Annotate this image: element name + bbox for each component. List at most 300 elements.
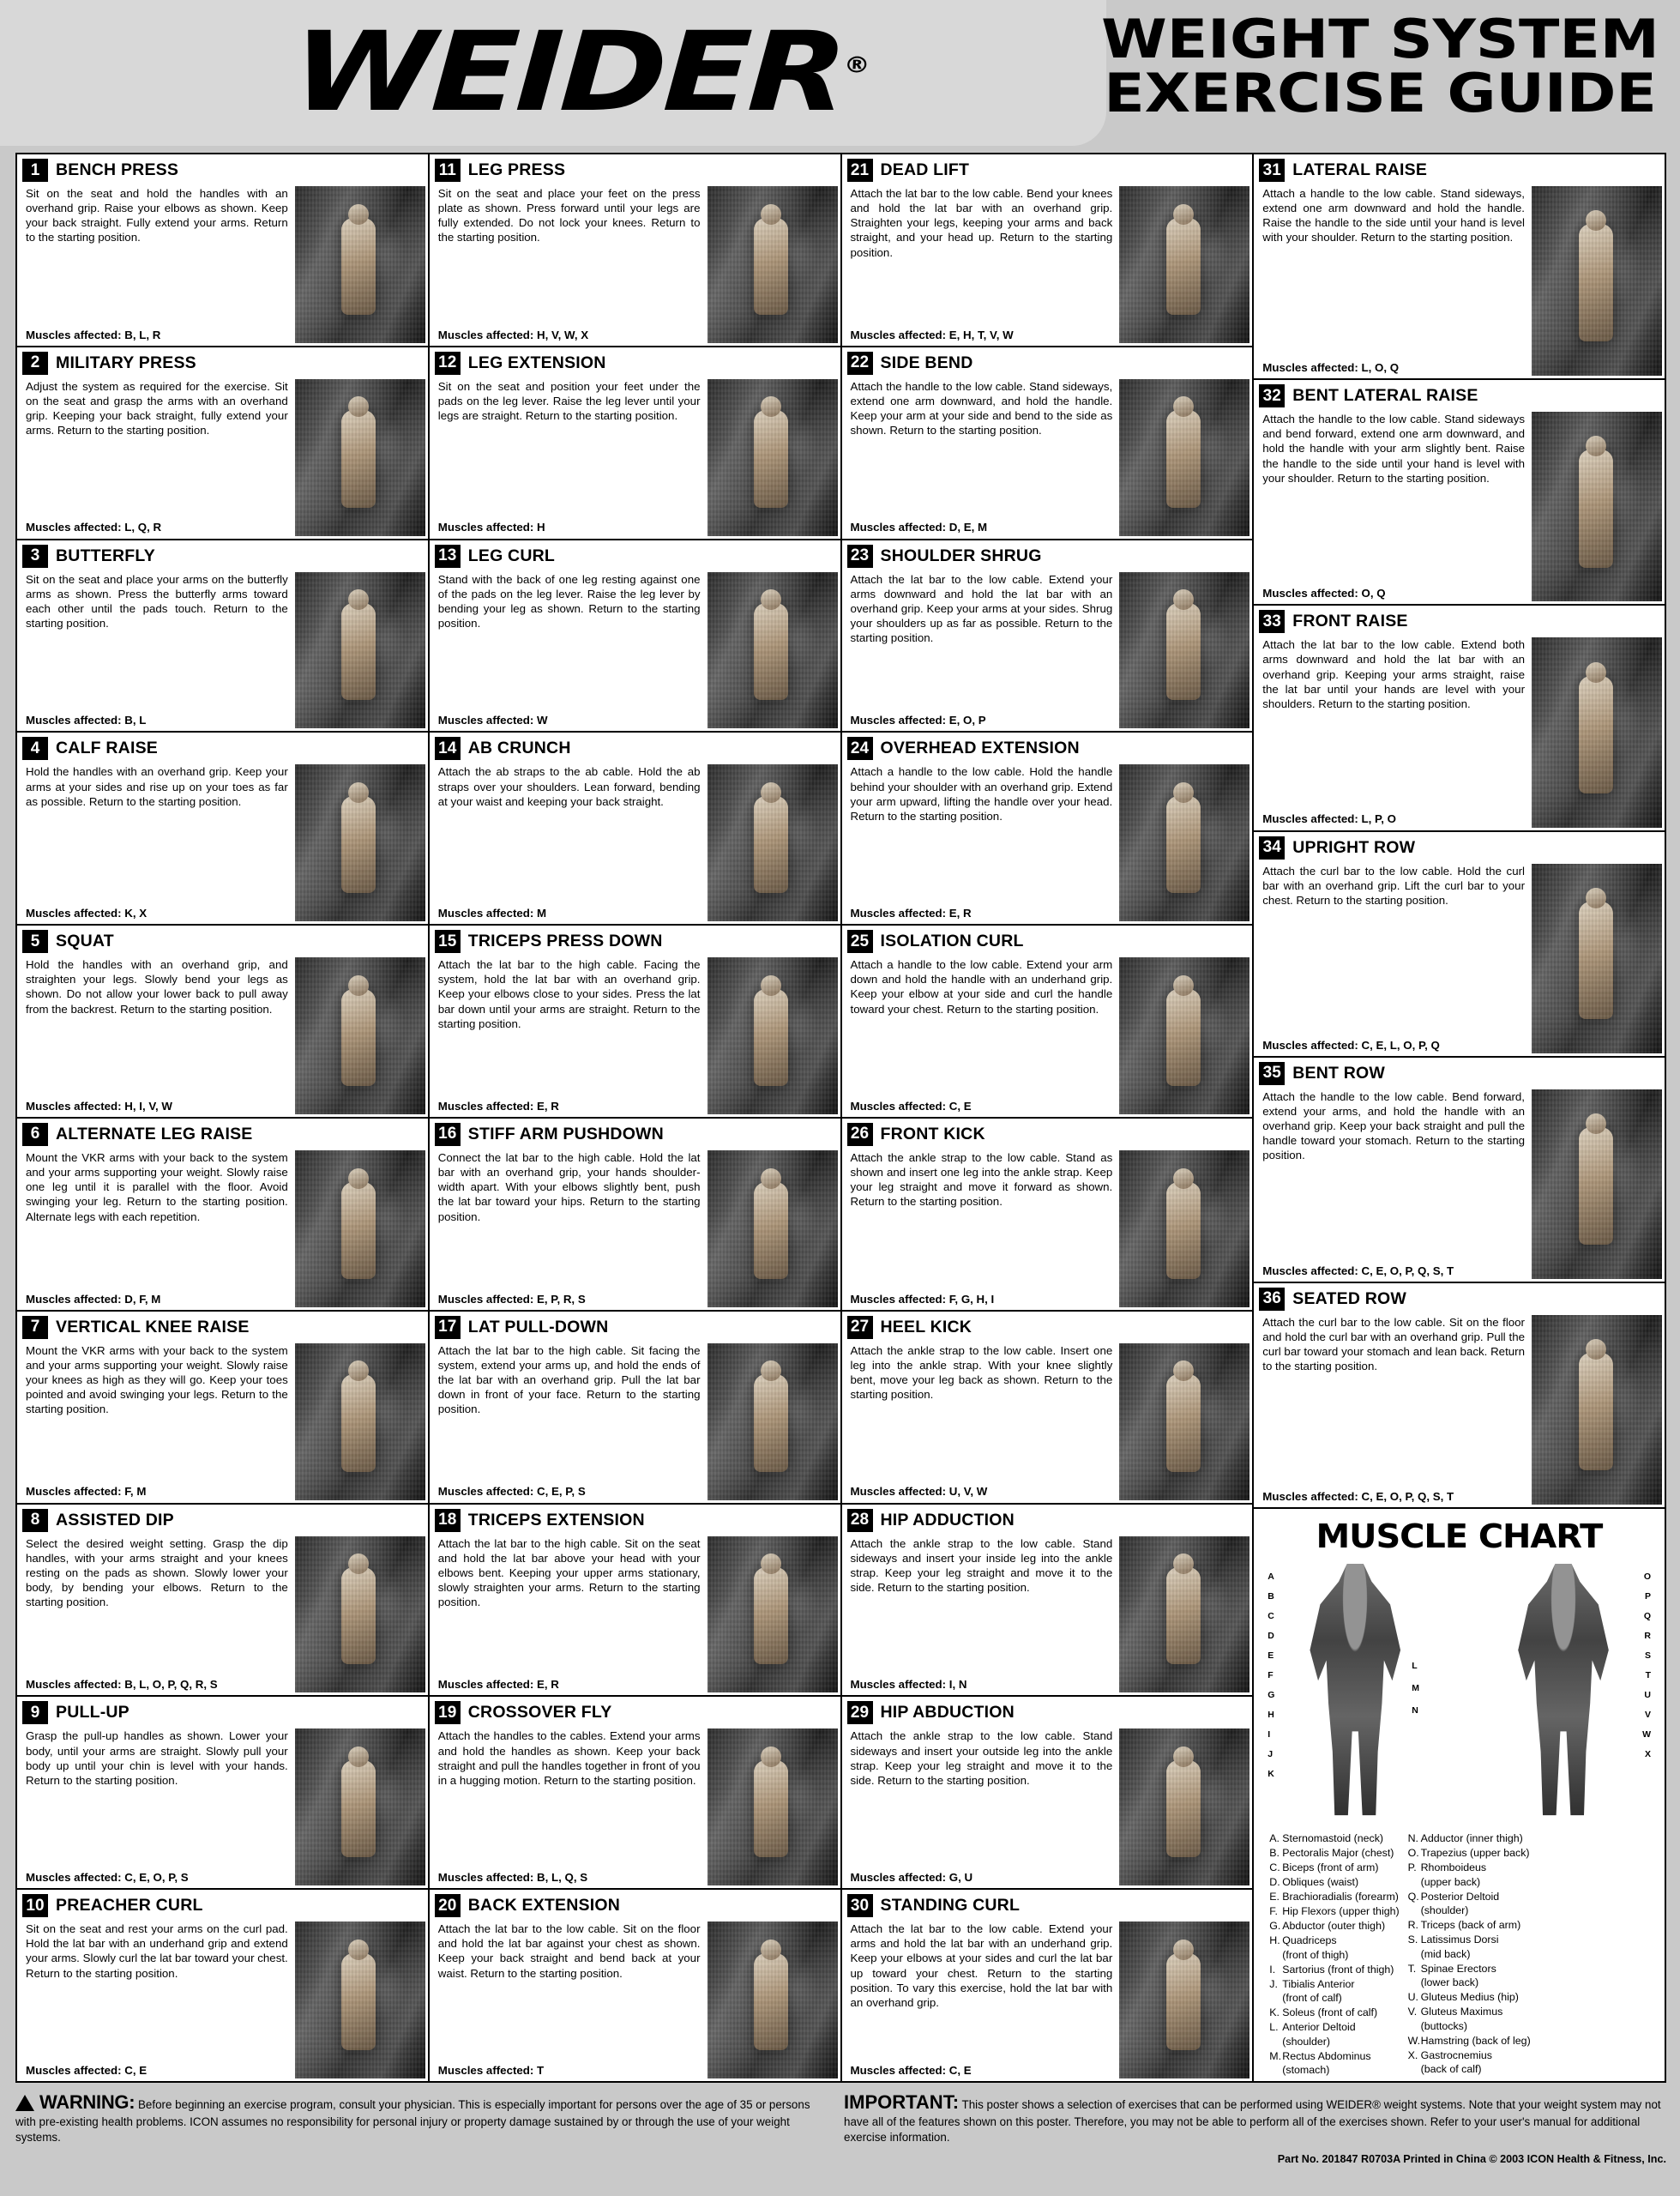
exercise-muscles: Muscles affected: L, Q, R bbox=[26, 521, 162, 534]
exercise-header bbox=[842, 1890, 1253, 1920]
exercise-header bbox=[842, 347, 1253, 377]
exercise-card bbox=[17, 540, 428, 733]
exercise-header bbox=[17, 540, 428, 570]
exercise-body bbox=[430, 1342, 840, 1503]
brand-name: WEIDER bbox=[289, 9, 846, 136]
warning-triangle-icon bbox=[15, 2095, 34, 2111]
exercise-body bbox=[430, 1535, 840, 1696]
muscle-letter-f: F bbox=[1268, 1670, 1274, 1681]
muscle-letters-right bbox=[1642, 1567, 1651, 1765]
athlete-figure-icon bbox=[1579, 1127, 1613, 1245]
exercise-photo bbox=[1532, 1089, 1662, 1279]
exercise-header bbox=[842, 540, 1253, 570]
exercise-header bbox=[842, 154, 1253, 184]
muscle-legend-key: H. bbox=[1269, 1934, 1280, 1947]
muscle-letter-i: I bbox=[1268, 1729, 1271, 1741]
brand-logo bbox=[0, 0, 1106, 146]
exercise-body bbox=[842, 184, 1253, 346]
muscle-legend-subtext: (back of calf) bbox=[1420, 2063, 1482, 2076]
muscle-legend-item bbox=[1269, 1875, 1399, 1890]
exercise-description: Sit on the seat and place your arms on the butterfly arms as shown. Press the butterfly arms toward each other until the pads touch. Return to the starting position. bbox=[26, 572, 288, 630]
athlete-figure-icon bbox=[1166, 989, 1201, 1086]
exercise-number: 10 bbox=[22, 1894, 48, 1917]
exercise-text bbox=[1254, 862, 1532, 1056]
exercise-description: Sit on the seat and position your feet under the pads on the leg lever. Raise the leg lever until your legs are straight. Return to the starting position. bbox=[437, 379, 701, 423]
warning-label: WARNING: bbox=[39, 2091, 135, 2113]
exercise-muscles: Muscles affected: E, R bbox=[437, 1678, 559, 1692]
exercise-title: STANDING CURL bbox=[880, 1896, 1021, 1915]
muscle-legend-item bbox=[1269, 1861, 1399, 1875]
muscle-legend-key: L. bbox=[1269, 2021, 1279, 2034]
exercise-number: 1 bbox=[22, 159, 48, 182]
exercise-muscles: Muscles affected: E, O, P bbox=[850, 714, 986, 727]
exercise-photo bbox=[708, 572, 838, 729]
exercise-description: Attach the ankle strap to the low cable. Stand as shown and insert one leg into the ankle strap. Keep your leg straight and move it forward as shown. Return to the starting position. bbox=[850, 1150, 1113, 1209]
exercise-title: SIDE BEND bbox=[880, 353, 973, 372]
exercise-body bbox=[842, 1535, 1253, 1696]
exercise-card bbox=[1254, 832, 1665, 1058]
athlete-figure-icon bbox=[754, 218, 788, 315]
exercise-number: 34 bbox=[1259, 836, 1285, 860]
exercise-title: BACK EXTENSION bbox=[467, 1896, 620, 1915]
muscle-legend-item bbox=[1408, 2005, 1531, 2033]
exercise-header bbox=[17, 1119, 428, 1149]
exercise-header bbox=[430, 1119, 840, 1149]
exercise-text bbox=[430, 377, 708, 539]
exercise-photo bbox=[1119, 186, 1249, 343]
muscle-letter-w: W bbox=[1642, 1729, 1651, 1741]
exercise-photo bbox=[1119, 957, 1249, 1114]
muscle-legend-text: Spinae Erectors bbox=[1420, 1962, 1496, 1975]
exercise-title: BUTTERFLY bbox=[56, 546, 155, 565]
exercise-body bbox=[17, 184, 428, 346]
athlete-figure-icon bbox=[341, 603, 376, 700]
exercise-title: ALTERNATE LEG RAISE bbox=[56, 1124, 253, 1143]
exercise-body bbox=[17, 1920, 428, 2081]
exercise-description: Attach the handle to the low cable. Stand sideways, extend one arm downward, and hold the handle. Keep your arm at your side and bend to the side as shown. Return to the starting position. bbox=[850, 379, 1113, 437]
exercise-muscles: Muscles affected: C, E, L, O, P, Q bbox=[1262, 1038, 1440, 1052]
warning-block bbox=[15, 2090, 830, 2186]
exercise-number: 16 bbox=[435, 1123, 461, 1146]
exercise-muscles: Muscles affected: D, E, M bbox=[850, 521, 988, 534]
important-text: This poster shows a selection of exercises that can be performed using WEIDER® weight systems. Note that your weight system may not have all of the features shown on this poster. Therefore, you may not be able to perform all of the exercises shown. Refer to your user's manual for additional exercise information. bbox=[844, 2098, 1661, 2145]
exercise-description: Attach the ankle strap to the low cable. Insert one leg into the ankle strap. With your knee slightly bent, move your leg back as shown. Return to the starting position. bbox=[850, 1343, 1113, 1402]
exercise-muscles: Muscles affected: E, P, R, S bbox=[437, 1292, 586, 1306]
muscle-legend-text: Rhomboideus bbox=[1420, 1861, 1487, 1874]
poster-header bbox=[0, 0, 1680, 150]
muscle-legend-text: Hip Flexors (upper thigh) bbox=[1282, 1905, 1400, 1918]
exercise-title: TRICEPS EXTENSION bbox=[467, 1510, 645, 1529]
exercise-muscles: Muscles affected: E, R bbox=[850, 907, 972, 920]
exercise-card bbox=[1254, 1283, 1665, 1509]
exercise-photo bbox=[295, 1343, 425, 1500]
exercise-number: 25 bbox=[847, 930, 873, 953]
exercise-description: Attach the lat bar to the high cable. Sit on the seat and hold the lat bar above your head with your elbows bent. Keeping your upper arms stationary, slowly straighten your arms. Return to the starting position. bbox=[437, 1536, 701, 1609]
exercise-photo bbox=[1119, 1922, 1249, 2078]
muscle-legend-item bbox=[1269, 2006, 1399, 2020]
exercise-card bbox=[430, 926, 840, 1119]
exercise-description: Attach the lat bar to the low cable. Extend your arms and hold the lat bar with an underhand grip. Keep your elbows at your sides and curl the lat bar up toward your chest. Return to the starting position. To vary this exercise, hold the lat bar with an overhand grip. bbox=[850, 1922, 1113, 2009]
muscle-legend-key: U. bbox=[1407, 1991, 1419, 2004]
exercise-body bbox=[842, 1342, 1253, 1503]
exercise-body bbox=[430, 184, 840, 346]
exercise-description: Stand with the back of one leg resting against one of the pads on the leg lever. Raise the leg lever by bending your leg as shown. Return to the starting position. bbox=[437, 572, 701, 630]
muscle-legend-key: Q. bbox=[1407, 1890, 1419, 1903]
exercise-muscles: Muscles affected: B, L, Q, S bbox=[437, 1871, 588, 1885]
exercise-header bbox=[1254, 832, 1665, 862]
exercise-text bbox=[1254, 636, 1532, 830]
exercise-photo bbox=[1532, 864, 1662, 1053]
exercise-photo bbox=[708, 1536, 838, 1693]
muscle-legend-text: Trapezius (upper back) bbox=[1420, 1847, 1530, 1860]
athlete-figure-icon bbox=[1166, 1953, 1201, 2050]
exercise-muscles: Muscles affected: I, N bbox=[850, 1678, 967, 1692]
exercise-sheet bbox=[15, 153, 1666, 2083]
exercise-body bbox=[17, 1149, 428, 1310]
exercise-header bbox=[17, 347, 428, 377]
exercise-header bbox=[1254, 1058, 1665, 1088]
exercise-column-3 bbox=[842, 154, 1255, 2081]
athlete-figure-icon bbox=[341, 410, 376, 507]
exercise-number: 24 bbox=[847, 737, 873, 760]
exercise-card bbox=[17, 154, 428, 347]
exercise-card bbox=[430, 1312, 840, 1505]
exercise-title: BENT LATERAL RAISE bbox=[1292, 386, 1478, 406]
exercise-header bbox=[430, 347, 840, 377]
exercise-card bbox=[842, 926, 1253, 1119]
exercise-description: Grasp the pull-up handles as shown. Lower your body, until your arms are straight. Slowly pull your body up until your chin is level with your hands. Return to the starting position. bbox=[26, 1729, 288, 1787]
exercise-text bbox=[842, 956, 1120, 1117]
exercise-body bbox=[1254, 184, 1665, 378]
exercise-description: Attach the lat bar to the high cable. Sit facing the system, extend your arms up, and hold the ends of the lat bar with an overhand grip. Pull the lat bar down in front of your face. Return to the starting position. bbox=[437, 1343, 701, 1416]
exercise-description: Hold the handles with an overhand grip. Keep your arms at your sides and rise up on your toes as far as possible. Return to the starting position. bbox=[26, 765, 288, 808]
exercise-column-2 bbox=[430, 154, 842, 2081]
exercise-card bbox=[842, 1119, 1253, 1312]
exercise-body bbox=[1254, 410, 1665, 604]
exercise-number: 13 bbox=[435, 545, 461, 568]
exercise-card bbox=[430, 733, 840, 926]
exercise-text bbox=[17, 1920, 295, 2081]
muscle-legend-left bbox=[1269, 1831, 1399, 2078]
exercise-number: 20 bbox=[435, 1894, 461, 1917]
exercise-card bbox=[1254, 380, 1665, 606]
exercise-number: 12 bbox=[435, 352, 461, 375]
athlete-figure-icon bbox=[341, 218, 376, 315]
muscle-legend-text: Triceps (back of arm) bbox=[1420, 1919, 1521, 1932]
exercise-muscles: Muscles affected: C, E bbox=[850, 1099, 972, 1113]
exercise-photo bbox=[708, 1922, 838, 2078]
muscle-letters-middle bbox=[1412, 1655, 1419, 1722]
exercise-header bbox=[430, 1312, 840, 1342]
exercise-text bbox=[17, 570, 295, 732]
exercise-header bbox=[17, 733, 428, 763]
exercise-description: Sit on the seat and place your feet on the press plate as shown. Press forward until your legs are fully extended. Do not lock your knees. Return to the starting position. bbox=[437, 187, 701, 244]
muscle-legend-item bbox=[1269, 1963, 1399, 1977]
exercise-text bbox=[842, 1342, 1120, 1503]
muscle-legend-text: Sternomastoid (neck) bbox=[1282, 1832, 1384, 1845]
muscle-legend-item bbox=[1408, 1918, 1531, 1933]
exercise-title: LEG PRESS bbox=[467, 160, 566, 179]
exercise-text bbox=[17, 1342, 295, 1503]
exercise-photo bbox=[708, 1728, 838, 1885]
muscle-letter-v: V bbox=[1644, 1710, 1651, 1721]
exercise-header bbox=[842, 926, 1253, 956]
exercise-photo bbox=[295, 572, 425, 729]
muscle-legend-item bbox=[1269, 1904, 1399, 1919]
muscle-legend-item bbox=[1269, 1846, 1399, 1861]
poster-footer bbox=[15, 2090, 1666, 2186]
exercise-number: 9 bbox=[22, 1701, 48, 1724]
exercise-card bbox=[17, 926, 428, 1119]
exercise-text bbox=[842, 1535, 1120, 1696]
muscle-letter-e: E bbox=[1268, 1650, 1274, 1662]
exercise-text bbox=[17, 1727, 295, 1888]
exercise-number: 30 bbox=[847, 1894, 873, 1917]
exercise-title: CALF RAISE bbox=[56, 739, 158, 758]
exercise-muscles: Muscles affected: H, I, V, W bbox=[26, 1099, 172, 1113]
athlete-figure-icon bbox=[754, 1182, 788, 1279]
exercise-photo bbox=[1119, 572, 1249, 729]
exercise-photo bbox=[708, 1150, 838, 1307]
exercise-card bbox=[842, 154, 1253, 347]
muscle-legend-item bbox=[1269, 1977, 1399, 2006]
exercise-muscles: Muscles affected: H, V, W, X bbox=[437, 328, 589, 341]
exercise-number: 22 bbox=[847, 352, 873, 375]
exercise-description: Attach the curl bar to the low cable. Hold the curl bar with an overhand grip. Lift the curl bar to your chest. Return to the starting position. bbox=[1262, 864, 1525, 907]
exercise-photo bbox=[1119, 1150, 1249, 1307]
exercise-number: 17 bbox=[435, 1316, 461, 1339]
athlete-figure-icon bbox=[1579, 224, 1613, 341]
exercise-number: 5 bbox=[22, 930, 48, 953]
exercise-muscles: Muscles affected: W bbox=[437, 714, 548, 727]
important-label: IMPORTANT: bbox=[844, 2091, 960, 2113]
exercise-title: CROSSOVER FLY bbox=[467, 1703, 612, 1722]
exercise-muscles: Muscles affected: U, V, W bbox=[850, 1485, 988, 1499]
exercise-photo bbox=[708, 957, 838, 1114]
exercise-title: PREACHER CURL bbox=[56, 1896, 203, 1915]
exercise-text bbox=[842, 570, 1120, 732]
exercise-body bbox=[17, 377, 428, 539]
exercise-description: Attach a handle to the low cable. Hold the handle behind your shoulder with an overhand grip. Extend your arm upward, lifting the handle over your head. Return to the starting position. bbox=[850, 765, 1113, 823]
muscle-legend-key: N. bbox=[1407, 1832, 1419, 1845]
exercise-description: Adjust the system as required for the exercise. Sit on the seat and grasp the arms with an overhand grip. Keeping your back straight, fully extend your arms. Return to the starting position. bbox=[26, 379, 288, 437]
muscle-legend-item bbox=[1408, 1990, 1531, 2005]
muscle-legend-text: Brachioradialis (forearm) bbox=[1282, 1891, 1399, 1903]
muscle-legend-item bbox=[1408, 1933, 1531, 1961]
exercise-number: 14 bbox=[435, 737, 461, 760]
exercise-number: 3 bbox=[22, 545, 48, 568]
muscle-letter-l: L bbox=[1412, 1661, 1418, 1672]
exercise-card bbox=[842, 347, 1253, 540]
exercise-body bbox=[842, 570, 1253, 732]
exercise-header bbox=[430, 926, 840, 956]
exercise-card bbox=[17, 1119, 428, 1312]
muscle-legend-text: Gluteus Medius (hip) bbox=[1420, 1991, 1519, 2004]
exercise-header bbox=[842, 733, 1253, 763]
exercise-header bbox=[17, 1312, 428, 1342]
exercise-card bbox=[430, 154, 840, 347]
exercise-number: 18 bbox=[435, 1509, 461, 1532]
exercise-photo bbox=[1119, 1536, 1249, 1693]
title-line-2: EXERCISE GUIDE bbox=[1104, 62, 1657, 125]
muscle-legend-item bbox=[1408, 2034, 1531, 2048]
exercise-text bbox=[430, 763, 708, 924]
exercise-card bbox=[17, 1697, 428, 1890]
exercise-header bbox=[1254, 1283, 1665, 1313]
muscle-legend-subtext: (shoulder) bbox=[1420, 1904, 1469, 1917]
muscle-legend-text: Rectus Abdominus bbox=[1282, 2049, 1371, 2062]
athlete-figure-icon bbox=[1166, 218, 1201, 315]
exercise-photo bbox=[1532, 186, 1662, 376]
exercise-card bbox=[842, 540, 1253, 733]
exercise-description: Attach the lat bar to the low cable. Bend your knees and hold the lat bar with an overhand grip. Straighten your legs, keeping your arms and back straight, and your head up. Return to the starting position. bbox=[850, 187, 1113, 259]
exercise-photo bbox=[1119, 379, 1249, 536]
exercise-text bbox=[1254, 184, 1532, 378]
muscle-letter-k: K bbox=[1268, 1769, 1274, 1780]
muscle-legend-key: I. bbox=[1269, 1963, 1276, 1976]
muscle-legend-text: Soleus (front of calf) bbox=[1282, 2006, 1378, 2019]
exercise-body bbox=[17, 570, 428, 732]
exercise-header bbox=[1254, 380, 1665, 410]
title-line-1: WEIGHT SYSTEM bbox=[1101, 8, 1659, 70]
exercise-body bbox=[842, 1727, 1253, 1888]
exercise-header bbox=[430, 1890, 840, 1920]
muscle-letter-g: G bbox=[1268, 1690, 1275, 1701]
exercise-body bbox=[430, 1727, 840, 1888]
exercise-header bbox=[17, 1505, 428, 1535]
muscle-legend-text: Abductor (outer thigh) bbox=[1282, 1920, 1386, 1933]
muscle-legend-item bbox=[1408, 1962, 1531, 1990]
exercise-header bbox=[1254, 606, 1665, 636]
exercise-text bbox=[17, 1149, 295, 1310]
muscle-legend-key: E. bbox=[1269, 1891, 1280, 1903]
muscle-letter-d: D bbox=[1268, 1631, 1274, 1642]
exercise-card bbox=[17, 1505, 428, 1698]
athlete-figure-icon bbox=[1579, 676, 1613, 793]
exercise-title: AB CRUNCH bbox=[467, 739, 571, 758]
exercise-description: Attach the handle to the low cable. Stand sideways and bend forward, extend one arm downward, and hold the handle with your arm slightly bent. Raise the handle to the side until your hand is level with your shoulder. Return to the starting position. bbox=[1262, 413, 1525, 485]
muscle-legend-text: Sartorius (front of thigh) bbox=[1282, 1963, 1394, 1976]
athlete-figure-icon bbox=[1579, 1353, 1613, 1470]
athlete-figure-icon bbox=[1166, 603, 1201, 700]
exercise-photo bbox=[295, 379, 425, 536]
exercise-title: ISOLATION CURL bbox=[880, 932, 1024, 951]
exercise-description: Mount the VKR arms with your back to the system and your arms supporting your weight. Slowly raise one leg until it is parallel with the floor. Avoid swinging your leg. Return to the starting position. Alternate legs with each repetition. bbox=[26, 1150, 288, 1223]
exercise-title: FRONT KICK bbox=[880, 1124, 985, 1143]
exercise-text bbox=[430, 1920, 708, 2081]
exercise-number: 2 bbox=[22, 352, 48, 375]
exercise-muscles: Muscles affected: L, P, O bbox=[1262, 812, 1396, 826]
exercise-text bbox=[17, 1535, 295, 1696]
exercise-description: Attach the ankle strap to the low cable. Stand sideways and insert your inside leg into the ankle strap. Keep your leg straight and move it to the side. Return to the starting position. bbox=[850, 1536, 1113, 1594]
exercise-body bbox=[430, 377, 840, 539]
exercise-muscles: Muscles affected: B, L, R bbox=[26, 328, 161, 341]
muscle-legend-key: P. bbox=[1407, 1861, 1417, 1874]
exercise-body bbox=[17, 1535, 428, 1696]
exercise-header bbox=[842, 1119, 1253, 1149]
exercise-card bbox=[17, 1890, 428, 2081]
athlete-figure-icon bbox=[754, 1374, 788, 1471]
exercise-header bbox=[430, 733, 840, 763]
muscle-legend-item bbox=[1408, 2048, 1531, 2077]
exercise-title: HIP ABDUCTION bbox=[880, 1703, 1015, 1722]
muscle-legend-text: Hamstring (back of leg) bbox=[1420, 2034, 1531, 2047]
athlete-figure-icon bbox=[1166, 1182, 1201, 1279]
muscle-legend bbox=[1261, 1828, 1658, 2078]
muscle-legend-item bbox=[1408, 1861, 1531, 1889]
muscle-legend-text: Gluteus Maximus bbox=[1420, 2006, 1503, 2018]
muscle-legend-key: D. bbox=[1269, 1876, 1280, 1889]
muscle-legend-key: O. bbox=[1407, 1847, 1419, 1860]
exercise-title: LATERAL RAISE bbox=[1292, 160, 1428, 179]
exercise-header bbox=[842, 1312, 1253, 1342]
exercise-title: PULL-UP bbox=[56, 1703, 129, 1722]
exercise-text bbox=[842, 1727, 1120, 1888]
muscle-legend-text: Gastrocnemius bbox=[1420, 2048, 1492, 2061]
exercise-number: 36 bbox=[1259, 1288, 1285, 1311]
exercise-muscles: Muscles affected: C, E, O, P, S bbox=[26, 1871, 189, 1885]
exercise-muscles: Muscles affected: T bbox=[437, 2063, 545, 2077]
exercise-header bbox=[17, 926, 428, 956]
exercise-photo bbox=[295, 1536, 425, 1693]
exercise-number: 7 bbox=[22, 1316, 48, 1339]
exercise-title: SEATED ROW bbox=[1292, 1288, 1406, 1308]
exercise-card bbox=[1254, 606, 1665, 831]
muscle-legend-subtext: (shoulder) bbox=[1282, 2035, 1331, 2048]
exercise-number: 33 bbox=[1259, 610, 1285, 633]
muscle-legend-key: S. bbox=[1407, 1934, 1418, 1946]
muscle-letters-left bbox=[1268, 1567, 1274, 1784]
muscle-legend-key: W. bbox=[1407, 2034, 1421, 2047]
muscle-letter-x: X bbox=[1644, 1749, 1651, 1760]
muscle-legend-text: Latissimus Dorsi bbox=[1420, 1934, 1499, 1946]
exercise-body bbox=[17, 1342, 428, 1503]
exercise-photo bbox=[295, 1728, 425, 1885]
muscle-letter-m: M bbox=[1412, 1683, 1419, 1694]
exercise-text bbox=[430, 1149, 708, 1310]
exercise-text bbox=[842, 1920, 1120, 2081]
exercise-description: Sit on the seat and rest your arms on the curl pad. Hold the lat bar with an underhand grip and extend your arms. Slowly curl the lat bar toward your chest. Return to the starting position. bbox=[26, 1922, 288, 1980]
exercise-muscles: Muscles affected: C, E bbox=[850, 2063, 972, 2077]
exercise-photo bbox=[1119, 1728, 1249, 1885]
athlete-figure-icon bbox=[341, 1760, 376, 1857]
exercise-muscles: Muscles affected: K, X bbox=[26, 907, 148, 920]
exercise-body bbox=[1254, 1313, 1665, 1507]
exercise-text bbox=[430, 956, 708, 1117]
exercise-title: STIFF ARM PUSHDOWN bbox=[467, 1124, 664, 1143]
exercise-description: Connect the lat bar to the high cable. Hold the lat bar with an overhand grip, your hands shoulder-width apart. With your elbows slightly bent, push the lat bar toward your hips. Return to the starting position. bbox=[437, 1150, 701, 1223]
athlete-figure-icon bbox=[1166, 410, 1201, 507]
exercise-description: Attach the handles to the cables. Extend your arms and hold the handles as shown. Keep your back straight and pull the handles together in front of you in a hugging motion. Return to the starting position. bbox=[437, 1729, 701, 1787]
muscle-legend-key: F. bbox=[1269, 1905, 1278, 1918]
exercise-number: 31 bbox=[1259, 159, 1285, 182]
exercise-title: LEG CURL bbox=[467, 546, 556, 565]
exercise-muscles: Muscles affected: C, E, P, S bbox=[437, 1485, 586, 1499]
exercise-text bbox=[430, 1535, 708, 1696]
muscle-legend-key: K. bbox=[1269, 2006, 1280, 2019]
exercise-card bbox=[842, 1697, 1253, 1890]
exercise-text bbox=[17, 956, 295, 1117]
muscle-letter-r: R bbox=[1644, 1631, 1651, 1642]
exercise-muscles: Muscles affected: B, L bbox=[26, 714, 147, 727]
exercise-title: OVERHEAD EXTENSION bbox=[880, 739, 1080, 758]
exercise-number: 29 bbox=[847, 1701, 873, 1724]
exercise-title: FRONT RAISE bbox=[1292, 612, 1408, 631]
exercise-body bbox=[430, 570, 840, 732]
exercise-body bbox=[842, 377, 1253, 539]
exercise-body bbox=[1254, 1088, 1665, 1282]
exercise-header bbox=[17, 154, 428, 184]
